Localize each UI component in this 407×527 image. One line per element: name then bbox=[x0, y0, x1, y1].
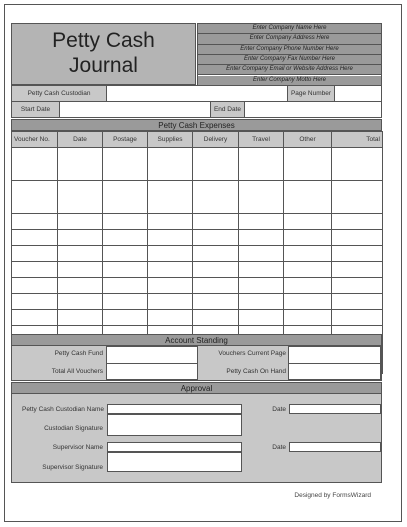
expense-cell[interactable] bbox=[103, 181, 148, 214]
expense-cell[interactable] bbox=[12, 214, 58, 230]
expense-cell[interactable] bbox=[58, 148, 103, 181]
expense-cell[interactable] bbox=[332, 278, 383, 294]
approval-heading: Approval bbox=[11, 382, 382, 394]
expense-row bbox=[12, 214, 383, 230]
expense-cell[interactable] bbox=[239, 214, 284, 230]
expense-cell[interactable] bbox=[332, 181, 383, 214]
expense-cell[interactable] bbox=[58, 278, 103, 294]
total-all-vouchers-label: Total All Vouchers bbox=[51, 368, 103, 375]
supervisor-date-label: Date bbox=[272, 444, 286, 451]
expense-row bbox=[12, 294, 383, 310]
expense-cell[interactable] bbox=[148, 310, 193, 326]
col-date: Date bbox=[58, 132, 103, 148]
start-date-input[interactable] bbox=[60, 102, 210, 117]
expense-cell[interactable] bbox=[12, 230, 58, 246]
expense-cell[interactable] bbox=[332, 246, 383, 262]
expense-cell[interactable] bbox=[148, 214, 193, 230]
expense-cell[interactable] bbox=[148, 148, 193, 181]
expense-cell[interactable] bbox=[239, 246, 284, 262]
expense-cell[interactable] bbox=[284, 181, 332, 214]
expense-cell[interactable] bbox=[239, 310, 284, 326]
expense-cell[interactable] bbox=[193, 181, 239, 214]
expense-cell[interactable] bbox=[239, 148, 284, 181]
custodian-signature-input[interactable] bbox=[107, 414, 242, 436]
expense-cell[interactable] bbox=[103, 246, 148, 262]
expense-cell[interactable] bbox=[103, 294, 148, 310]
expense-cell[interactable] bbox=[58, 262, 103, 278]
expense-cell[interactable] bbox=[239, 294, 284, 310]
company-fax-field[interactable]: Enter Company Fax Number Here bbox=[198, 55, 381, 65]
expense-cell[interactable] bbox=[332, 230, 383, 246]
supervisor-signature-label: Supervisor Signature bbox=[42, 464, 103, 471]
expense-cell[interactable] bbox=[103, 148, 148, 181]
expense-cell[interactable] bbox=[58, 310, 103, 326]
expense-cell[interactable] bbox=[148, 278, 193, 294]
expense-row bbox=[12, 262, 383, 278]
title-line-1: Petty Cash bbox=[52, 29, 155, 52]
expense-cell[interactable] bbox=[193, 214, 239, 230]
expense-cell[interactable] bbox=[12, 262, 58, 278]
petty-cash-fund-label: Petty Cash Fund bbox=[54, 350, 103, 357]
custodian-name-label: Petty Cash Custodian Name bbox=[21, 406, 104, 413]
expense-cell[interactable] bbox=[148, 294, 193, 310]
expense-cell[interactable] bbox=[193, 148, 239, 181]
expense-cell[interactable] bbox=[193, 262, 239, 278]
expense-row bbox=[12, 181, 383, 214]
company-name-field[interactable]: Enter Company Name Here bbox=[198, 24, 381, 34]
company-info-block bbox=[197, 23, 382, 85]
expense-cell[interactable] bbox=[103, 214, 148, 230]
expense-cell[interactable] bbox=[58, 246, 103, 262]
custodian-row bbox=[11, 85, 382, 102]
expense-cell[interactable] bbox=[239, 230, 284, 246]
end-date-input[interactable] bbox=[245, 102, 381, 117]
expense-cell[interactable] bbox=[103, 262, 148, 278]
supervisor-name-input[interactable] bbox=[107, 442, 242, 452]
expense-cell[interactable] bbox=[148, 262, 193, 278]
petty-cash-fund-input[interactable] bbox=[106, 346, 198, 364]
end-date-label: End Date bbox=[210, 102, 245, 117]
expense-cell[interactable] bbox=[148, 181, 193, 214]
expense-cell[interactable] bbox=[148, 246, 193, 262]
col-travel: Travel bbox=[239, 132, 284, 148]
expense-cell[interactable] bbox=[193, 294, 239, 310]
expenses-heading: Petty Cash Expenses bbox=[11, 119, 382, 131]
col-delivery: Delivery bbox=[193, 132, 239, 148]
expense-cell[interactable] bbox=[103, 310, 148, 326]
expense-cell[interactable] bbox=[58, 294, 103, 310]
page-number-input[interactable] bbox=[335, 86, 381, 101]
vouchers-current-page-label: Vouchers Current Page bbox=[218, 350, 286, 357]
vouchers-current-page-input[interactable] bbox=[288, 346, 381, 364]
expense-cell[interactable] bbox=[332, 148, 383, 181]
expense-cell[interactable] bbox=[12, 294, 58, 310]
expense-cell[interactable] bbox=[284, 246, 332, 262]
expense-cell[interactable] bbox=[284, 278, 332, 294]
expense-cell[interactable] bbox=[193, 310, 239, 326]
journal-title bbox=[11, 23, 196, 85]
company-phone-field[interactable]: Enter Company Phone Number Here bbox=[198, 45, 381, 55]
title-line-2: Journal bbox=[69, 54, 138, 77]
expense-cell[interactable] bbox=[284, 148, 332, 181]
expense-cell[interactable] bbox=[284, 310, 332, 326]
col-supplies: Supplies bbox=[148, 132, 193, 148]
expense-cell[interactable] bbox=[193, 278, 239, 294]
expense-cell[interactable] bbox=[239, 181, 284, 214]
expense-cell[interactable] bbox=[12, 148, 58, 181]
expense-cell[interactable] bbox=[284, 294, 332, 310]
custodian-input[interactable] bbox=[107, 86, 287, 101]
account-standing-block bbox=[11, 345, 382, 381]
company-address-field[interactable]: Enter Company Address Here bbox=[198, 34, 381, 44]
expense-cell[interactable] bbox=[103, 230, 148, 246]
expense-cell[interactable] bbox=[332, 214, 383, 230]
supervisor-date-input[interactable] bbox=[289, 442, 381, 452]
expense-cell[interactable] bbox=[12, 278, 58, 294]
custodian-label: Petty Cash Custodian bbox=[12, 86, 107, 101]
col-voucher-no: Voucher No. bbox=[12, 132, 58, 148]
custodian-signature-label: Custodian Signature bbox=[44, 425, 103, 432]
expense-cell[interactable] bbox=[332, 262, 383, 278]
expense-row bbox=[12, 310, 383, 326]
page-number-label: Page Number bbox=[287, 86, 335, 101]
petty-cash-on-hand-input[interactable] bbox=[288, 363, 381, 380]
expense-cell[interactable] bbox=[239, 278, 284, 294]
expenses-header-row bbox=[12, 132, 383, 148]
expense-row bbox=[12, 148, 383, 181]
col-postage: Postage bbox=[103, 132, 148, 148]
expense-cell[interactable] bbox=[103, 278, 148, 294]
expense-cell[interactable] bbox=[332, 294, 383, 310]
custodian-date-label: Date bbox=[272, 406, 286, 413]
col-total: Total bbox=[332, 132, 383, 148]
company-motto-field[interactable]: Enter Company Motto Here bbox=[198, 76, 381, 86]
custodian-name-input[interactable] bbox=[107, 404, 242, 414]
expense-cell[interactable] bbox=[332, 310, 383, 326]
petty-cash-on-hand-label: Petty Cash On Hand bbox=[226, 368, 286, 375]
expense-cell[interactable] bbox=[284, 262, 332, 278]
total-all-vouchers-input[interactable] bbox=[106, 363, 198, 380]
expense-cell[interactable] bbox=[58, 181, 103, 214]
expense-row bbox=[12, 278, 383, 294]
supervisor-signature-input[interactable] bbox=[107, 452, 242, 472]
expense-row bbox=[12, 246, 383, 262]
expense-cell[interactable] bbox=[193, 230, 239, 246]
expense-cell[interactable] bbox=[58, 214, 103, 230]
expense-cell[interactable] bbox=[12, 246, 58, 262]
expense-cell[interactable] bbox=[239, 262, 284, 278]
expense-row bbox=[12, 230, 383, 246]
date-row bbox=[11, 101, 382, 118]
expense-cell[interactable] bbox=[193, 246, 239, 262]
expense-cell[interactable] bbox=[12, 310, 58, 326]
expense-cell[interactable] bbox=[58, 230, 103, 246]
designer-credit: Designed by FormsWizard bbox=[294, 492, 371, 499]
supervisor-name-label: Supervisor Name bbox=[52, 444, 103, 451]
company-email-field[interactable]: Enter Company Email or Website Address Here bbox=[198, 65, 381, 75]
col-other: Other bbox=[284, 132, 332, 148]
start-date-label: Start Date bbox=[12, 102, 60, 117]
expense-cell[interactable] bbox=[12, 181, 58, 214]
account-standing-heading: Account Standing bbox=[11, 334, 382, 346]
expense-cell[interactable] bbox=[284, 230, 332, 246]
custodian-date-input[interactable] bbox=[289, 404, 381, 414]
approval-block bbox=[11, 393, 382, 483]
expense-cell[interactable] bbox=[284, 214, 332, 230]
expense-cell[interactable] bbox=[148, 230, 193, 246]
